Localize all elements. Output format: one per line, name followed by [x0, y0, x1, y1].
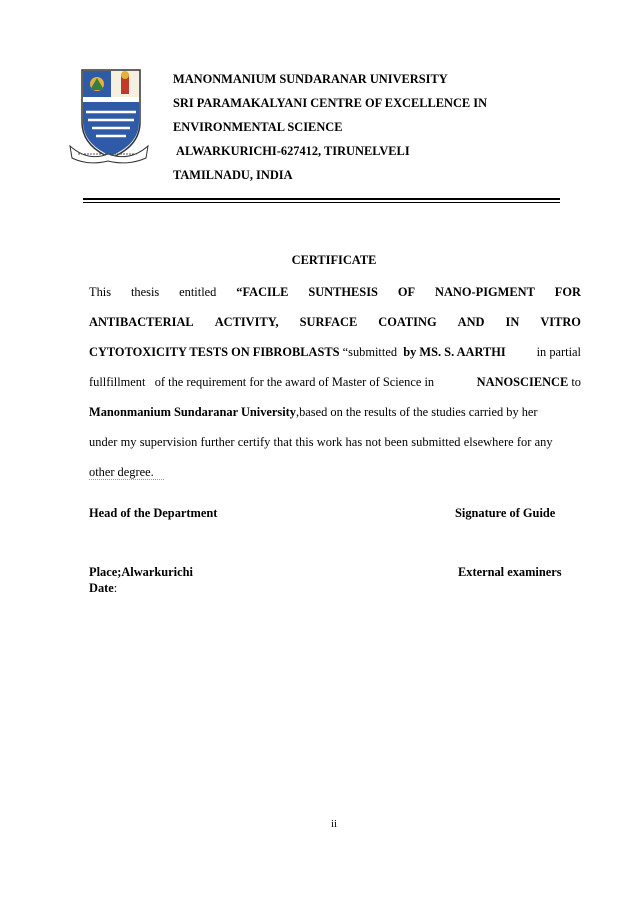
body-text: “submitted: [339, 345, 404, 359]
body-text: ,based on the results of the studies carried by her: [296, 405, 538, 419]
body-line-3: [89, 345, 581, 360]
body-word: IN: [505, 315, 520, 329]
university-reference: Manonmanium Sundaranar University: [89, 405, 297, 419]
date-label: [89, 581, 117, 596]
certificate-title: CERTIFICATE: [291, 253, 377, 267]
guide-signature-label: Signature of Guide: [455, 506, 556, 520]
address-country: TAMILNADU, INDIA: [173, 168, 293, 182]
centre-name-continued: ENVIRONMENTAL SCIENCE: [173, 120, 343, 134]
body-line-7: [89, 465, 581, 480]
place-label: Place;Alwarkurichi: [89, 565, 193, 579]
body-line-1: [89, 285, 581, 300]
date-text: Date: [89, 581, 114, 595]
thesis-title-end: CYTOTOXICITY TESTS ON FIBROBLASTS: [89, 345, 340, 359]
body-text: in partial: [530, 345, 581, 359]
body-word: “FACILE: [236, 285, 289, 299]
body-text: to: [568, 375, 581, 389]
university-seal-icon: [68, 66, 150, 164]
body-word: NANO-PIGMENT: [435, 285, 535, 299]
header-divider: [83, 198, 560, 200]
student-name: by MS. S. AARTHI: [403, 345, 506, 359]
degree-subject: NANOSCIENCE: [476, 375, 569, 389]
head-of-department-label: Head of the Department: [89, 506, 218, 520]
body-word: OF: [397, 285, 416, 299]
university-name: MANONMANIUM SUNDARANAR UNIVERSITY: [173, 72, 448, 86]
body-text: fullfillment of the requirement for the award of Master of Science in: [89, 375, 438, 389]
body-text: other degree.: [89, 465, 164, 480]
body-line-5: [89, 405, 581, 420]
body-word: FOR: [554, 285, 581, 299]
header-divider-thin: [83, 202, 560, 203]
body-word: COATING: [378, 315, 437, 329]
body-word: SUNTHESIS: [308, 285, 378, 299]
body-word: ACTIVITY,: [214, 315, 279, 329]
page-number: ii: [330, 818, 338, 830]
date-colon: :: [113, 581, 118, 595]
body-word: SURFACE: [299, 315, 358, 329]
external-examiners-label: External examiners: [458, 565, 562, 579]
address-line: ALWARKURICHI-627412, TIRUNELVELI: [176, 144, 410, 158]
body-line-2: [89, 315, 581, 330]
centre-name: SRI PARAMAKALYANI CENTRE OF EXCELLENCE IN: [173, 96, 488, 110]
body-word: This: [89, 285, 112, 299]
body-word: AND: [457, 315, 485, 329]
body-line-6: under my supervision further certify that this work has not been submitted elsewhere for any: [89, 435, 553, 449]
body-word: ANTIBACTERIAL: [89, 315, 194, 329]
body-word: VITRO: [540, 315, 581, 329]
body-word: entitled: [179, 285, 217, 299]
body-word: thesis: [130, 285, 160, 299]
body-line-4: [89, 375, 581, 390]
